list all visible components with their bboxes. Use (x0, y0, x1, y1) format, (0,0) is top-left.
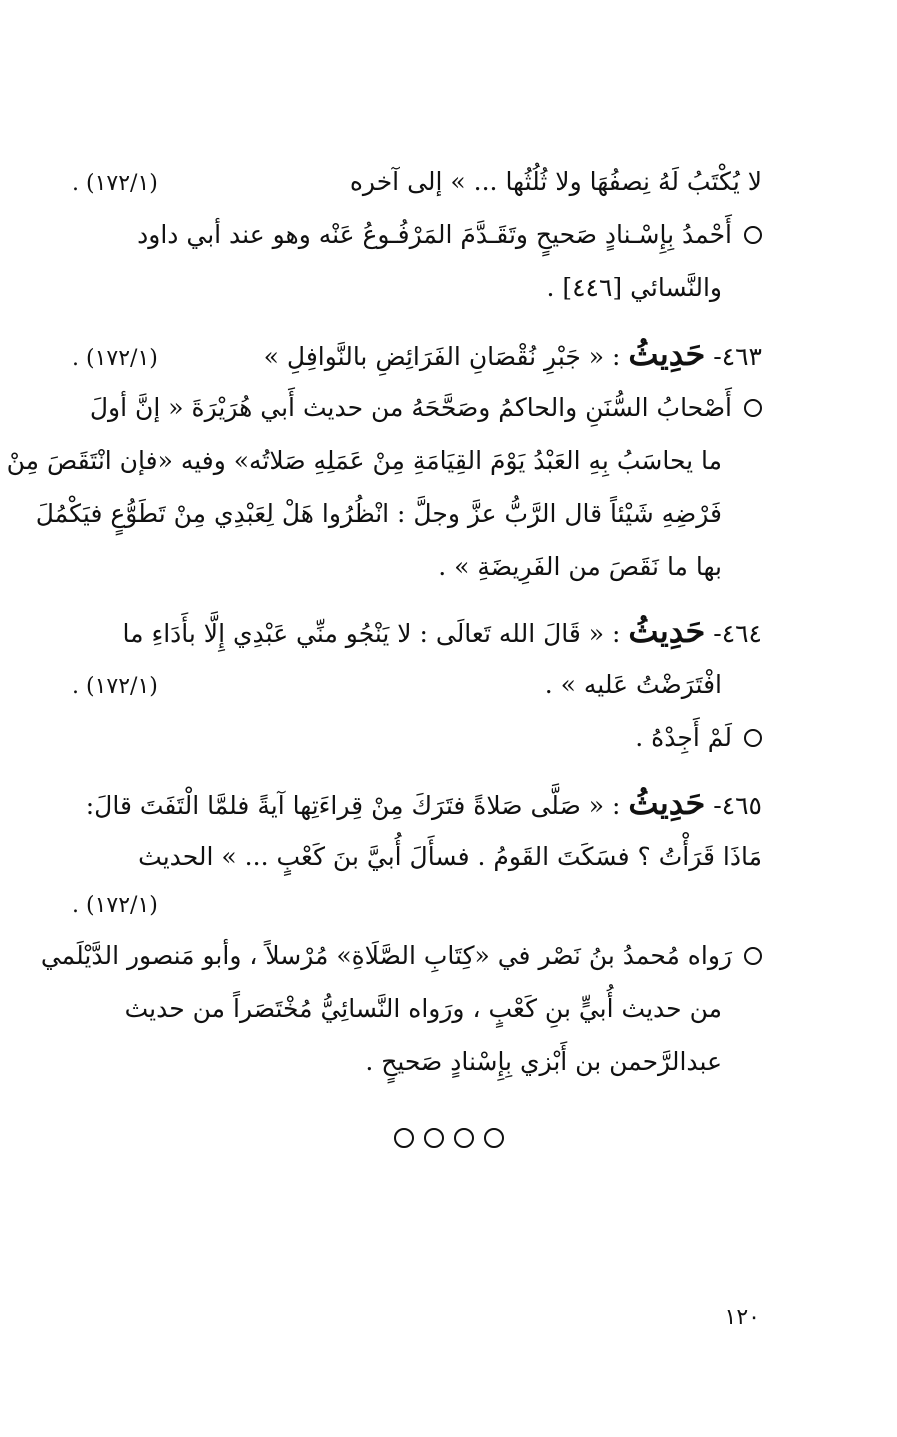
section-separator (0, 1128, 897, 1152)
note-text: ما يحاسَبُ بِهِ العَبْدُ يَوْمَ القِيَامَةِ مِنْ عَمَلِهِ صَلاتُه» وفيه «فإن انْتَقَصَ مِنْ (6, 446, 722, 475)
note-line (62, 261, 762, 314)
hadith-line (62, 155, 762, 208)
hadith-line (62, 883, 762, 929)
hadith-text: : « جَبْرِ نُقْصَانِ الفَرَائِضِ بالنَّوافِلِ » (263, 342, 621, 371)
small-circle-bullet-icon (744, 947, 762, 965)
hadith-line (62, 605, 762, 658)
hadith-entry-463 (6, 328, 762, 593)
hadith-heading: حَدِيثُ (628, 612, 706, 650)
hadith-text: : « صَلَّى صَلاةً فتَرَكَ مِنْ قِراءَتِها آيةً فلمَّا الْتَفَتَ قالَ: (85, 791, 621, 820)
page-number: ١٢٠ (724, 1305, 760, 1330)
hadith-line (62, 777, 762, 830)
note-text: بها ما نَقَصَ من الفَرِيضَةِ » . (438, 552, 722, 581)
note-text: أَحْمدُ بِإِسْـنادٍ صَحيحٍ وتَقَـدَّمَ المَرْفُـوعُ عَنْه وهو عند أبي داود (137, 220, 732, 249)
note-line (62, 711, 762, 764)
note-line (6, 434, 762, 487)
entry-continuation (62, 155, 762, 314)
circle-ornament-icon (484, 1128, 504, 1148)
hadith-number: ٤٦٤- (713, 619, 762, 648)
note-line (62, 540, 762, 593)
note-line (62, 208, 762, 261)
hadith-number: ٤٦٥- (713, 791, 762, 820)
hadith-text: : « قَالَ الله تَعالَى : لا يَنْجُو منِّي عَبْدِي إِلَّا بأَدَاءِ ما (122, 619, 621, 648)
note-line (62, 1035, 762, 1088)
hadith-text: افْتَرَضْتُ عَليه » . (544, 670, 722, 699)
volume-page-reference: (١٧٢/١) . (72, 893, 158, 918)
small-circle-bullet-icon (744, 226, 762, 244)
hadith-heading: حَدِيثُ (628, 784, 706, 822)
note-text: أَصْحابُ السُّنَنِ والحاكمُ وصَحَّحَهُ من حديث أَبي هُرَيْرَةَ « إنَّ أولَ (89, 393, 732, 422)
note-text: رَواه مُحمدُ بنُ نَصْر في «كِتَابِ الصَّلَاةِ» مُرْسلاً ، وأبو مَنصور الدَّيْلَمي (40, 941, 732, 970)
note-line (35, 487, 762, 540)
small-circle-bullet-icon (744, 729, 762, 747)
hadith-text: مَاذَا قَرَأْتُ ؟ فسَكَتَ القَومُ . فسأَلَ أُبيَّ بنَ كَعْبٍ ... » الحديث (138, 842, 762, 871)
note-text: والنَّسائي [٤٤٦] . (546, 273, 722, 302)
circle-ornament-icon (394, 1128, 414, 1148)
volume-page-reference: (١٧٢/١) . (72, 171, 158, 196)
volume-page-reference: (١٧٢/١) . (72, 674, 158, 699)
small-circle-bullet-icon (744, 399, 762, 417)
hadith-entry-465 (40, 777, 762, 1088)
note-text: من حديث أُبيٍّ بنِ كَعْبٍ ، ورَواه النَّسائِيُّ مُخْتَصَراً من حديث (124, 994, 722, 1023)
note-line (62, 982, 762, 1035)
note-text: فَرْضِهِ شَيْئاً قال الرَّبُّ عزَّ وجلَّ : انْظُرُوا هَلْ لِعَبْدِي مِنْ تَطَوُّعٍ فيَكْمُلَ (35, 499, 722, 528)
circle-ornament-icon (454, 1128, 474, 1148)
volume-page-reference: (١٧٢/١) . (72, 346, 158, 371)
hadith-number: ٤٦٣- (713, 342, 762, 371)
note-text: لَمْ أَجِدْهُ . (635, 723, 732, 752)
hadith-line (62, 328, 762, 381)
hadith-line (62, 830, 762, 883)
note-line (62, 381, 762, 434)
note-line (40, 929, 762, 982)
note-text: عبدالرَّحمن بن أَبْزي بِإِسْنادٍ صَحيحٍ . (365, 1047, 722, 1076)
circle-ornament-icon (424, 1128, 444, 1148)
hadith-text: لا يُكْتَبُ لَهُ نِصفُهَا ولا ثُلُثُها ... » إلى آخره (349, 167, 762, 196)
hadith-line (62, 658, 762, 711)
hadith-heading: حَدِيثُ (628, 335, 706, 373)
hadith-entry-464 (62, 605, 762, 764)
